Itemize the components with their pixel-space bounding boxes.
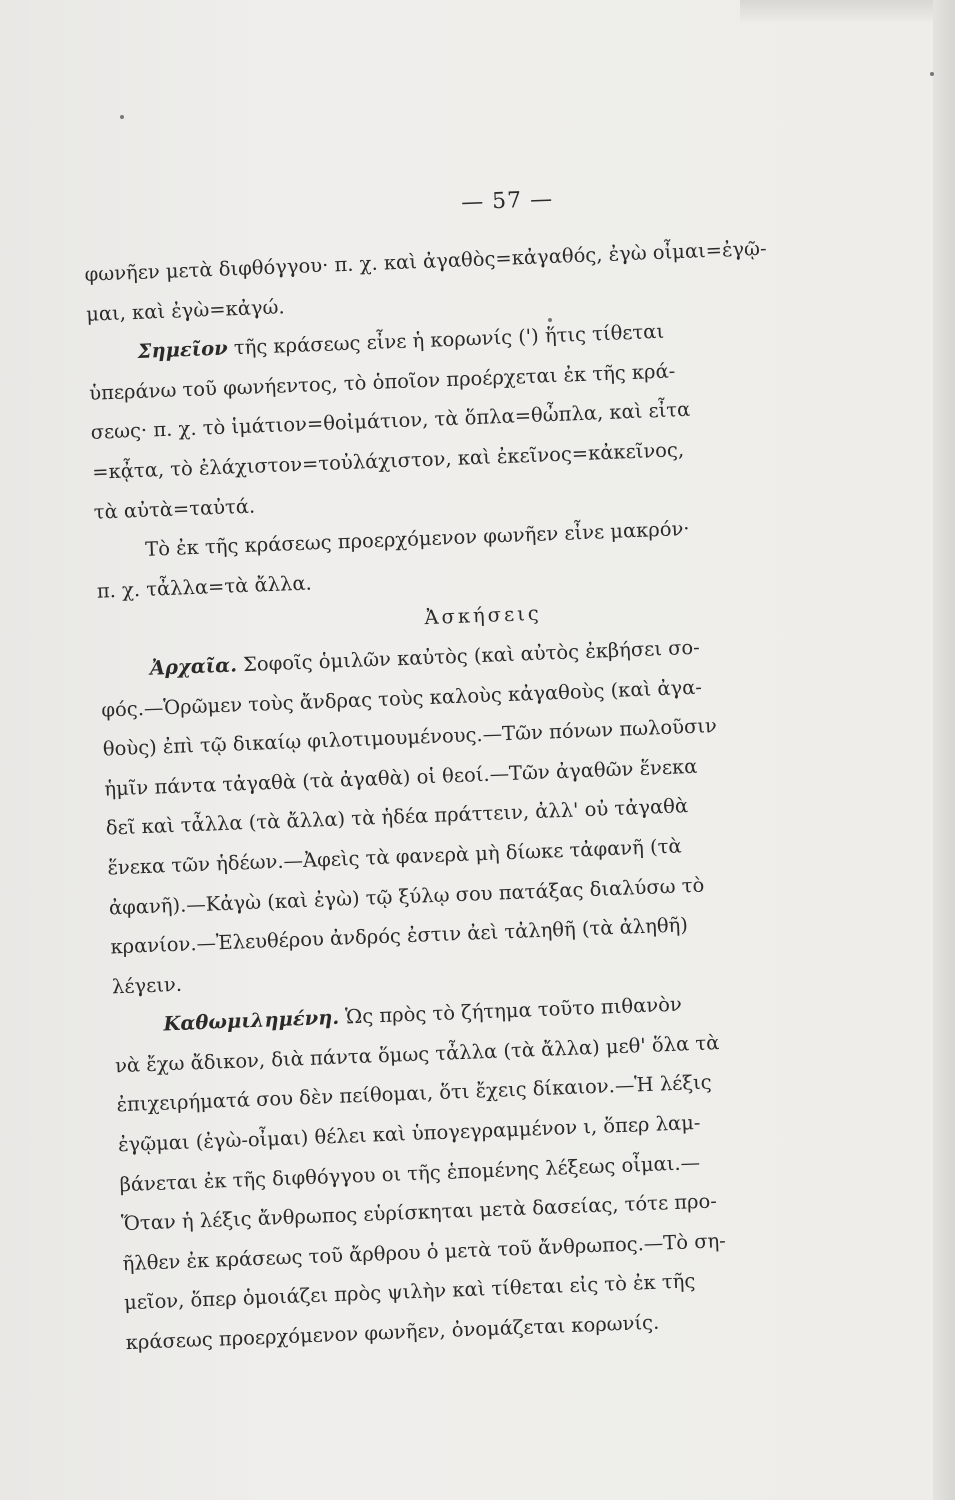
- text-line: κράσεως προερχόμενον φωνῆεν, ὀνομάζεται κορωνίς.: [125, 1310, 660, 1355]
- text-line: Τὸ ἐκ τῆς κράσεως προερχόμενον φωνῆεν εἶνε μακρόν·: [144, 517, 690, 561]
- text-line: Καθωμιλημένη. Ὡς πρὸς τὸ ζήτημα τοῦτο πιθανὸν: [163, 992, 683, 1036]
- page-number: — 57 —: [460, 186, 554, 216]
- section-heading: Ἀσκήσεις: [424, 602, 543, 630]
- paper-speck: [930, 72, 934, 76]
- text-line: ἐπιχειρήματά σου δὲν πείθομαι, ὅτι ἔχεις δίκαιον.—Ἡ λέξις: [116, 1070, 713, 1117]
- page-edge-shadow-top: [740, 0, 955, 22]
- line-lead: Σημεῖον: [137, 336, 229, 364]
- page-edge-shadow-right: [933, 0, 955, 1500]
- text-line: Ἀρχαῖα. Σοφοῖς ὁμιλῶν καὐτὸς (καὶ αὐτὸς ἐκβήσει σο-: [149, 635, 701, 680]
- text-line: Ὅταν ἡ λέξις ἄνθρωπος εὑρίσκηται μετὰ δασείας, τότε προ-: [120, 1189, 718, 1236]
- text-line: ἕνεκα τῶν ἡδέων.—Ἀφεὶς τὰ φανερὰ μὴ δίωκε τἀφανῆ (τὰ: [107, 834, 682, 880]
- text-line: ῆλθεν ἐκ κράσεως τοῦ ἄρθρου ὁ μετὰ τοῦ ἄνθρωπος.—Τὸ ση-: [122, 1228, 727, 1276]
- line-lead: Καθωμιλημένη.: [163, 1006, 340, 1036]
- text-line: δεῖ καὶ τἆλλα (τὰ ἄλλα) τὰ ἡδέα πράττειν, ἀλλ' οὐ τἀγαθὰ: [105, 794, 689, 840]
- text-line: ἀφανῆ).—Κἀγὼ (καὶ ἐγὼ) τῷ ξύλῳ σου πατάξας διαλύσω τὸ: [108, 873, 705, 919]
- text-line: μεῖον, ὅπερ ὁμοιάζει πρὸς ψιλὴν καὶ τίθεται εἰς τὸ ἐκ τῆς: [123, 1269, 696, 1315]
- text-line: βάνεται ἐκ τῆς διφθόγγου οι τῆς ἑπομένης λέξεως οἶμαι.—: [119, 1150, 701, 1196]
- text-line: κρανίον.—Ἐλευθέρου ἀνδρός ἐστιν ἀεὶ τἀληθῆ (τὰ ἀληθῆ): [110, 913, 689, 959]
- text-line: π. χ. τἆλλα=τὰ ἄλλα.: [96, 571, 313, 603]
- text-line: νὰ ἔχω ἄδικον, διὰ πάντα ὅμως τἆλλα (τὰ ἄλλα) μεθ' ὅλα τὰ: [114, 1031, 720, 1078]
- text-line: τὰ αὐτὰ=ταὐτά.: [93, 494, 256, 524]
- text-line: θοὺς) ἐπὶ τῷ δικαίῳ φιλοτιμουμένους.—Τῶν πόνων πωλοῦσιν: [102, 714, 718, 761]
- text-line: λέγειν.: [111, 972, 183, 999]
- text-line: μαι, καὶ ἐγὼ=κἀγώ.: [85, 294, 286, 326]
- text-line: =κᾆτα, τὸ ἐλάχιστον=τοὐλάχιστον, καὶ ἐκεῖνος=κἀκεῖνος,: [91, 438, 685, 484]
- text-line: ἡμῖν πάντα τἀγαθὰ (τὰ ἀγαθὰ) οἱ θεοί.—Τῶν ἀγαθῶν ἕνεκα: [103, 754, 698, 801]
- text-line: ἐγῷμαι (ἐγὼ-οἶμαι) θέλει καὶ ὑπογεγραμμένον ι, ὅπερ λαμ-: [117, 1111, 701, 1157]
- text-line: φωνῆεν μετὰ διφθόγγου· π. χ. καὶ ἀγαθὸς=κἀγαθός, ἐγὼ οἶμαι=ἐγῷ-: [84, 236, 767, 286]
- text-block: [82, 175, 896, 1362]
- text-line: σεως· π. χ. τὸ ἱμάτιον=θοἰμάτιον, τὰ ὅπλα=θὦπλα, καὶ εἶτα: [90, 398, 691, 445]
- paper-speck: [120, 115, 124, 119]
- text-line: ὑπεράνω τοῦ φωνήεντος, τὸ ὁποῖον προέρχεται ἐκ τῆς κρά-: [88, 359, 676, 405]
- line-lead: Ἀρχαῖα.: [149, 653, 238, 680]
- text-line: φός.—Ὁρῶμεν τοὺς ἄνδρας τοὺς καλοὺς κἀγαθοὺς (καὶ ἀγα-: [100, 675, 703, 722]
- text-line: Σημεῖον τῆς κράσεως εἶνε ἡ κορωνίς (') ἥτις τίθεται: [137, 319, 665, 364]
